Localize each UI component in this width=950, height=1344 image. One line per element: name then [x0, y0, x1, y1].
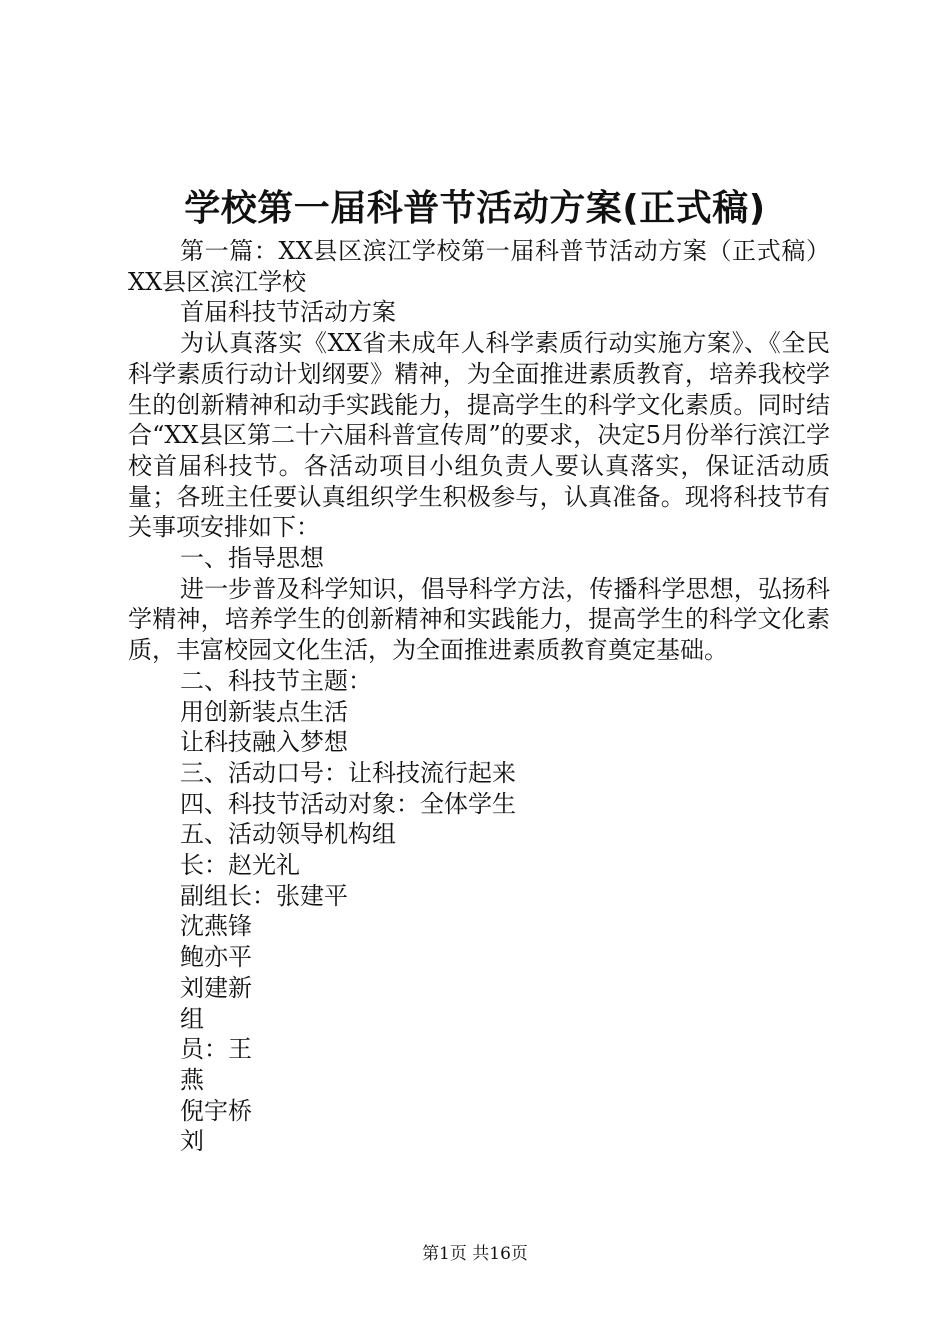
text-line: 用创新装点生活 [180, 697, 348, 726]
text-line: 燕 [180, 1065, 204, 1094]
text-line: 长：赵光礼 [180, 851, 300, 880]
paragraph: 为认真落实《XX省未成年人科学素质行动实施方案》、《全民科学素质行动计划纲要》精神，为全面推进素质教育，培养我校学生的创新精神和动手实践能力，提高学生的科学文化素质。同时结合“XX县区第二十六届科普宣传周”的要求，决定5月份举行滨江学校首届科技节。各活动项目小组负责人要认真落实，保证活动质量；各班主任要认真组织学生积极参与，认真准备。现将科技节有关事项安排如下： [128, 329, 830, 542]
paragraph: 进一步普及科学知识，倡导科学方法，传播科学思想，弘扬科学精神，培养学生的创新精神和实践能力，提高学生的科学文化素质，丰富校园文化生活，为全面推进素质教育奠定基础。 [128, 574, 830, 665]
text-line: 组 [180, 1004, 204, 1033]
text-line: 员：王 [180, 1035, 252, 1064]
section-heading: 二、科技节主题： [180, 666, 372, 695]
text-line: 刘 [180, 1127, 204, 1156]
text-line: 刘建新 [180, 973, 252, 1002]
section-heading: 一、指导思想 [180, 544, 324, 573]
document-body [128, 236, 830, 1157]
section-heading: 四、科技节活动对象：全体学生 [180, 789, 516, 818]
paragraph: 首届科技节活动方案 [180, 298, 396, 327]
section-heading: 五、活动领导机构组 [180, 820, 396, 849]
text-line: 让科技融入梦想 [180, 728, 348, 757]
page-number: 第1页 共16页 [422, 1244, 528, 1264]
section-heading: 三、活动口号：让科技流行起来 [180, 758, 516, 787]
text-line: 鲍亦平 [180, 943, 252, 972]
document-title: 学校第一届科普节活动方案(正式稿) [184, 188, 766, 229]
paragraph: 第一篇：XX县区滨江学校第一届科普节活动方案（正式稿）XX县区滨江学校 [128, 237, 830, 296]
text-line: 沈燕锋 [180, 912, 252, 941]
text-line: 副组长：张建平 [180, 881, 348, 910]
text-line: 倪宇桥 [180, 1096, 252, 1125]
